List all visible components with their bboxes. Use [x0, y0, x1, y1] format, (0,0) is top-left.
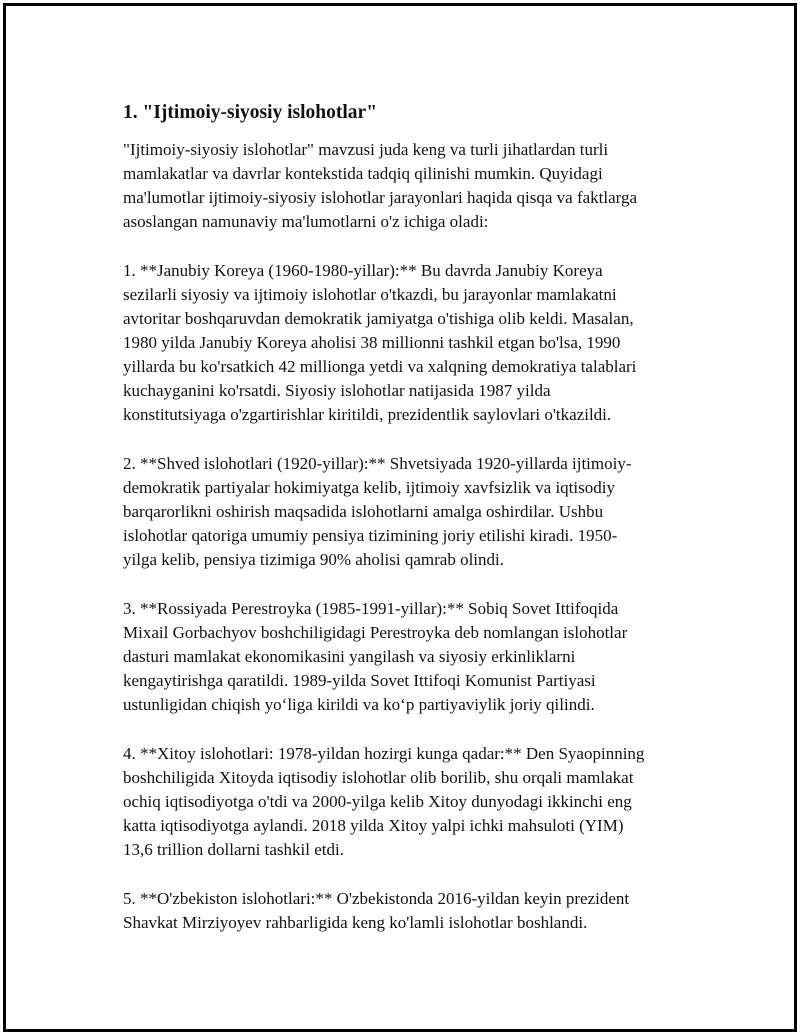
text-line: kuchayganini ko'rsatdi. Siyosiy islohotlar natijasida 1987 yilda — [123, 381, 551, 400]
text-line: 4. **Xitoy islohotlari: 1978-yildan hozirgi kunga qadar:** Den Syaopinning — [123, 744, 645, 763]
text-line: mamlakatlar va davrlar kontekstida tadqiq qilinishi mumkin. Quyidagi — [123, 164, 603, 183]
paragraph-china — [123, 742, 723, 862]
text-line: islohotlar qatoriga umumiy pensiya tizimining joriy etilishi kiradi. 1950- — [123, 526, 618, 545]
text-line: barqarorlikni oshirish maqsadida islohotlarni amalga oshirdilar. Ushbu — [123, 502, 604, 521]
text-line: ustunligidan chiqish yo‘liga kirildi va ko‘p partiyaviylik joriy qilindi. — [123, 695, 595, 714]
paragraph-south-korea — [123, 259, 723, 427]
paragraph-uzbekistan — [123, 887, 723, 935]
text-line: yilga kelib, pensiya tizimiga 90% aholisi qamrab olindi. — [123, 550, 505, 569]
text-line: demokratik partiyalar hokimiyatga kelib, ijtimoiy xavfsizlik va iqtisodiy — [123, 478, 615, 497]
text-line: dasturi mamlakat ekonomikasini yangilash va siyosiy erkinliklarni — [123, 647, 576, 666]
text-line: Mixail Gorbachyov boshchiligidagi Perestroyka deb nomlangan islohotlar — [123, 623, 628, 642]
text-line: "Ijtimoiy-siyosiy islohotlar" mavzusi juda keng va turli jihatlardan turli — [123, 140, 609, 159]
paragraph-intro — [123, 138, 723, 234]
text-line: 5. **O'zbekiston islohotlari:** O'zbekistonda 2016-yildan keyin prezident — [123, 889, 630, 908]
text-line: 3. **Rossiyada Perestroyka (1985-1991-yillar):** Sobiq Sovet Ittifoqida — [123, 599, 619, 618]
text-line: 1. **Janubiy Koreya (1960-1980-yillar):** Bu davrda Janubiy Koreya — [123, 261, 603, 280]
text-line: ochiq iqtisodiyotga o'tdi va 2000-yilga kelib Xitoy dunyodagi ikkinchi eng — [123, 792, 632, 811]
text-line: kengaytirishga qaratildi. 1989-yilda Sovet Ittifoqi Komunist Partiyasi — [123, 671, 596, 690]
text-line: sezilarli siyosiy va ijtimoiy islohotlar o'tkazdi, bu jarayonlar mamlakatni — [123, 285, 617, 304]
text-line: 13,6 trillion dollarni tashkil etdi. — [123, 840, 344, 859]
text-line: katta iqtisodiyotga aylandi. 2018 yilda Xitoy yalpi ichki mahsuloti (YIM) — [123, 816, 624, 835]
text-line: boshchiligida Xitoyda iqtisodiy islohotlar olib borilib, shu orqali mamlakat — [123, 768, 634, 787]
paragraph-perestroika — [123, 597, 723, 717]
text-line: Shavkat Mirziyoyev rahbarligida keng ko'lamli islohotlar boshlandi. — [123, 913, 588, 932]
document-body — [123, 100, 723, 960]
text-line: asoslangan namunaviy ma'lumotlarni o'z ichiga oladi: — [123, 212, 489, 231]
paragraph-sweden — [123, 452, 723, 572]
text-line: 1980 yilda Janubiy Koreya aholisi 38 millionni tashkil etgan bo'lsa, 1990 — [123, 333, 621, 352]
text-line: 2. **Shved islohotlari (1920-yillar):** Shvetsiyada 1920-yillarda ijtimoiy- — [123, 454, 632, 473]
text-line: ma'lumotlar ijtimoiy-siyosiy islohotlar jarayonlari haqida qisqa va faktlarga — [123, 188, 638, 207]
text-line: konstitutsiyaga o'zgartirishlar kiritildi, prezidentlik saylovlari o'tkazildi. — [123, 405, 612, 424]
document-title: 1. "Ijtimoiy-siyosiy islohotlar" — [123, 102, 378, 123]
text-line: yillarda bu ko'rsatkich 42 millionga yetdi va xalqning demokratiya talablari — [123, 357, 637, 376]
page-frame — [3, 3, 797, 1032]
text-line: avtoritar boshqaruvdan demokratik jamiyatga o'tishiga olib keldi. Masalan, — [123, 309, 634, 328]
